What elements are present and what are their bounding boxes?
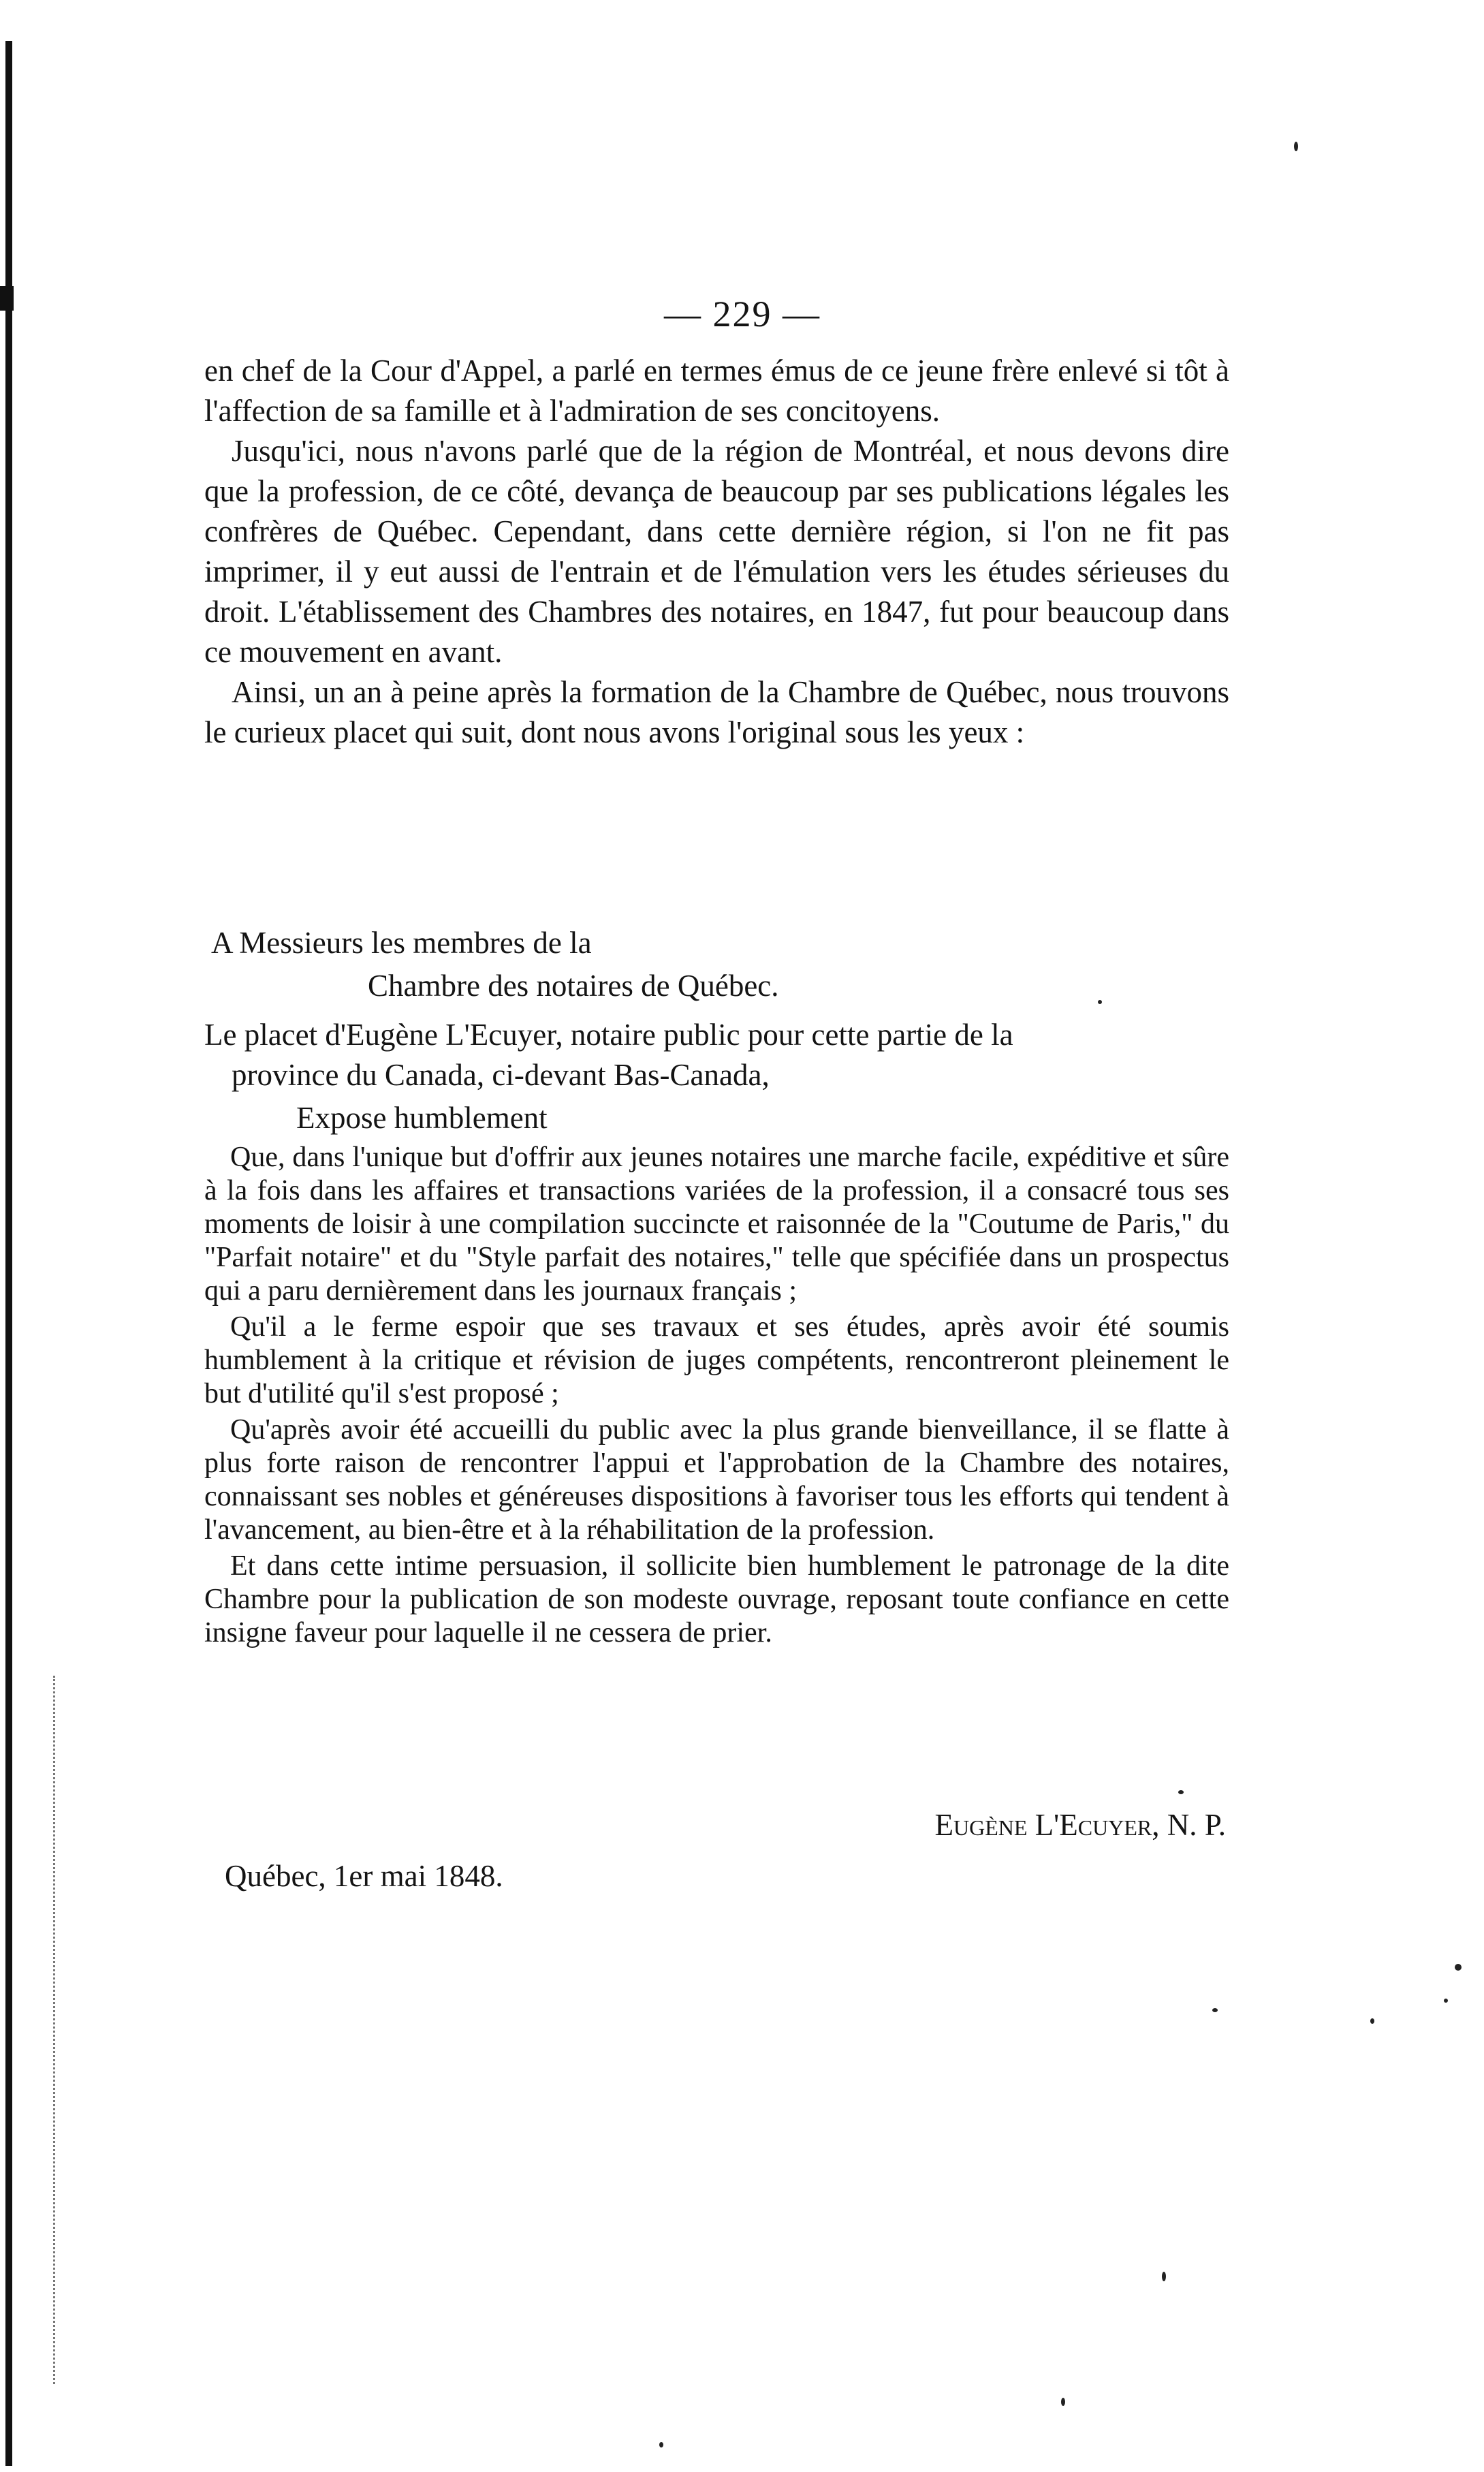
petition-text	[204, 1141, 1229, 1653]
ink-speck	[1162, 2272, 1166, 2281]
paragraph-3: Ainsi, un an à peine après la formation de la Chambre de Québec, nous trouvons le curieux placet qui suit, dont nous avons l'original sous les yeux :	[204, 675, 1229, 749]
ink-speck	[1444, 1999, 1448, 2003]
page-number: — 229 —	[664, 294, 821, 334]
petition-paragraph-3: Qu'après avoir été accueilli du public avec la plus grande bienveillance, il se flatte à plus forte raison de rencontrer l'appui et l'approbation de la Chambre des notaires, connaissant ses nobles et généreuses dispositions à favoriser tous les efforts qui tendent à l'avancement, au bien-être et à la réhabilitation de la profession.	[204, 1414, 1229, 1546]
binding-notch	[0, 286, 14, 311]
ink-speck	[1455, 1964, 1462, 1971]
body-text	[204, 351, 1229, 753]
page-binding-edge	[5, 41, 12, 2466]
ink-speck	[1370, 2018, 1374, 2024]
placet-heading	[204, 1015, 1229, 1095]
placet-line-1: Le placet d'Eugène L'Ecuyer, notaire public pour cette partie de la	[204, 1018, 1013, 1052]
expose-line: Expose humblement	[296, 1101, 548, 1135]
ink-speck	[1212, 2008, 1218, 2012]
placet-line-2: province du Canada, ci-devant Bas-Canada,	[232, 1058, 770, 1092]
ink-speck	[659, 2442, 663, 2447]
address-line-2: Chambre des notaires de Québec.	[368, 969, 779, 1003]
signature: Eugène L'Ecuyer, N. P.	[934, 1808, 1226, 1842]
paragraph-1: en chef de la Cour d'Appel, a parlé en termes émus de ce jeune frère enlevé si tôt à l'affection de sa famille et à l'admiration de ses concitoyens.	[204, 354, 1229, 428]
ink-speck	[1294, 142, 1298, 151]
paragraph-2: Jusqu'ici, nous n'avons parlé que de la région de Montréal, et nous devons dire que la profession, de ce côté, devança de beaucoup par ses publications légales les confrères de Québec. Cependant, dans cette dernière région, si l'on ne fit pas imprimer, il y eut aussi de l'entrain et de l'émulation vers les études sérieuses du droit. L'établissement des Chambres des notaires, en 1847, fut pour beaucoup dans ce mouvement en avant.	[204, 434, 1229, 669]
ink-speck	[1178, 1790, 1184, 1794]
address-line-1: A Messieurs les membres de la	[211, 926, 592, 960]
ink-speck	[1061, 2398, 1065, 2406]
margin-dots	[53, 1676, 55, 2384]
date-place: Québec, 1er mai 1848.	[225, 1859, 503, 1893]
petition-paragraph-4: Et dans cette intime persuasion, il sollicite bien humblement le patronage de la dite Chambre pour la publication de son modeste ouvrage, reposant toute confiance en cette insigne faveur pour laquelle il ne cessera de prier.	[204, 1550, 1229, 1648]
petition-paragraph-1: Que, dans l'unique but d'offrir aux jeunes notaires une marche facile, expéditive et sûre à la fois dans les affaires et transactions variées de la profession, il a consacré tous ses moments de loisir à une compilation succincte et raisonnée de la "Coutume de Paris," du "Parfait notaire" et du "Style parfait des notaires," telle que spécifiée dans un prospectus qui a paru dernièrement dans les journaux français ;	[204, 1142, 1229, 1307]
ink-speck	[1098, 1000, 1102, 1004]
petition-paragraph-2: Qu'il a le ferme espoir que ses travaux et ses études, après avoir été soumis humblement à la critique et révision de juges compétents, rencontreront pleinement le but d'utilité qu'il s'est proposé ;	[204, 1311, 1229, 1409]
